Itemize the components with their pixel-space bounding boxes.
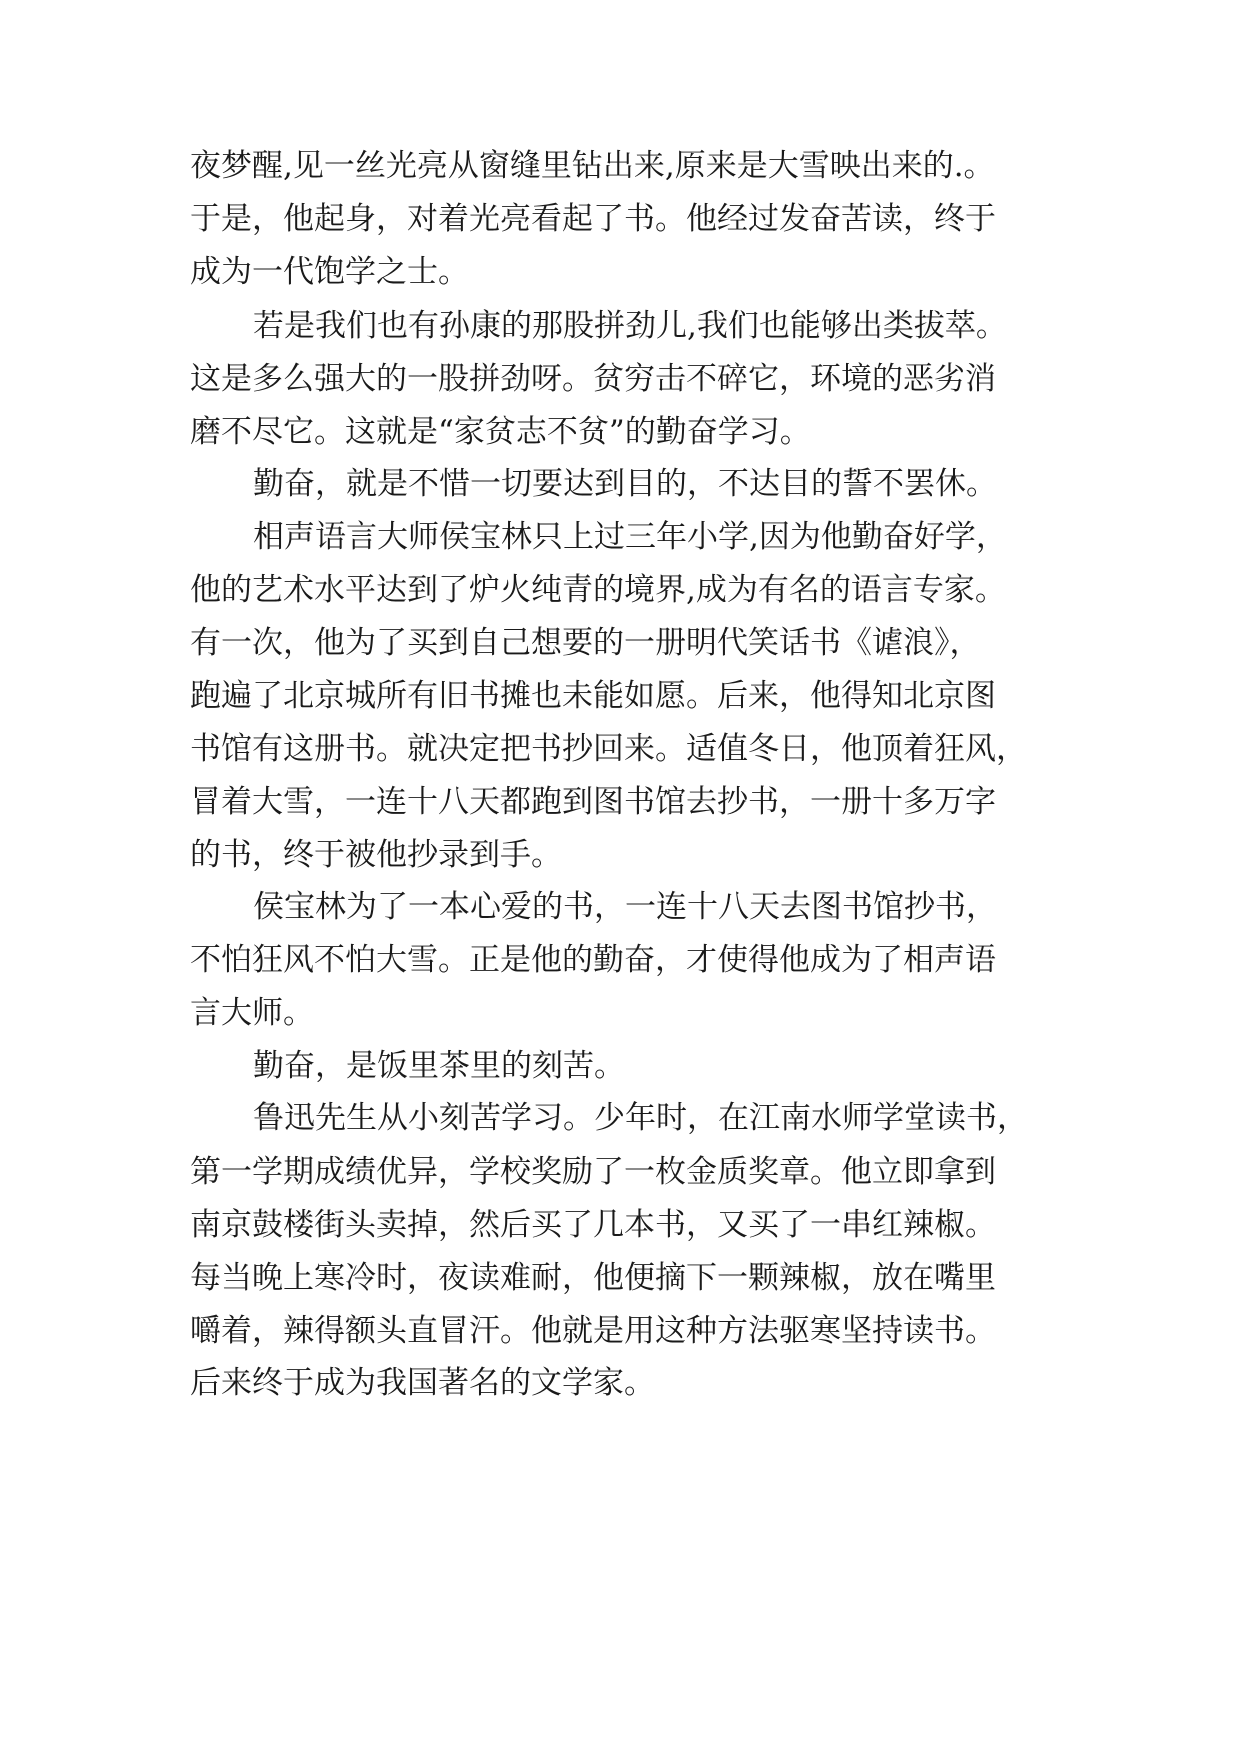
text-line: 成为一代饱学之士。 [190, 254, 469, 290]
text-line: 后来终于成为我国著名的文学家。 [190, 1365, 655, 1401]
paragraph-start: 鲁迅先生从小刻苦学习。少年时，在江南水师学堂读书， [253, 1100, 1028, 1136]
text-line: 他的艺术水平达到了炉火纯青的境界,成为有名的语言专家。 [190, 572, 1006, 608]
text-line: 书馆有这册书。就决定把书抄回来。适值冬日，他顶着狂风， [190, 731, 1027, 767]
text-line: 磨不尽它。这就是“家贫志不贫”的勤奋学习。 [190, 414, 811, 450]
paragraph-start: 若是我们也有孙康的那股拼劲儿,我们也能够出类拔萃。 [253, 308, 1007, 344]
text-line: 言大师。 [190, 995, 314, 1031]
paragraph-start: 勤奋，就是不惜一切要达到目的，不达目的誓不罢休。 [253, 466, 997, 502]
text-line: 冒着大雪，一连十八天都跑到图书馆去抄书，一册十多万字 [190, 784, 996, 820]
text-line: 于是，他起身，对着光亮看起了书。他经过发奋苦读，终于 [190, 201, 996, 237]
paragraph-start: 侯宝林为了一本心爱的书，一连十八天去图书馆抄书， [253, 889, 997, 925]
text-line: 这是多么强大的一股拼劲呀。贫穷击不碎它，环境的恶劣消 [190, 361, 996, 397]
paragraph-start: 勤奋，是饭里茶里的刻苦。 [253, 1048, 625, 1084]
paragraph-start: 相声语言大师侯宝林只上过三年小学,因为他勤奋好学， [253, 519, 1007, 555]
text-line: 每当晚上寒冷时，夜读难耐，他便摘下一颗辣椒，放在嘴里 [190, 1260, 996, 1296]
text-line: 夜梦醒,见一丝光亮从窗缝里钻出来,原来是大雪映出来的.。 [190, 148, 995, 184]
text-line: 南京鼓楼街头卖掉，然后买了几本书，又买了一串红辣椒。 [190, 1207, 996, 1243]
text-line: 第一学期成绩优异，学校奖励了一枚金质奖章。他立即拿到 [190, 1154, 996, 1190]
text-line: 不怕狂风不怕大雪。正是他的勤奋，才使得他成为了相声语 [190, 942, 996, 978]
text-line: 的书，终于被他抄录到手。 [190, 837, 562, 873]
text-line: 跑遍了北京城所有旧书摊也未能如愿。后来，他得知北京图 [190, 678, 996, 714]
text-line: 嚼着，辣得额头直冒汗。他就是用这种方法驱寒坚持读书。 [190, 1313, 996, 1349]
text-line: 有一次，他为了买到自己想要的一册明代笑话书《谑浪》， [190, 625, 981, 661]
